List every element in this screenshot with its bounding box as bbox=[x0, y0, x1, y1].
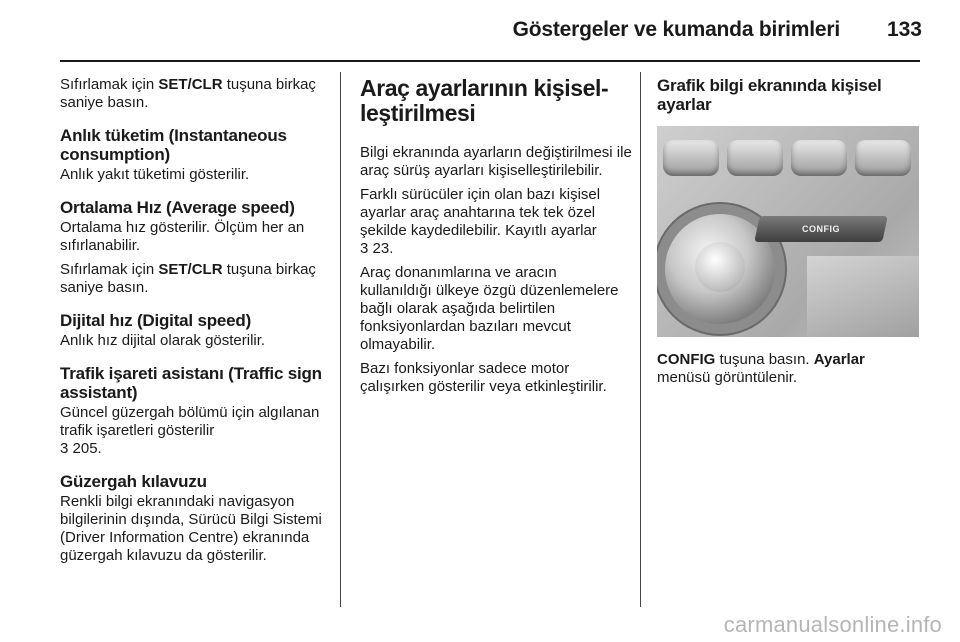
digital-speed-heading: Dijital hız (Digital speed) bbox=[60, 311, 252, 330]
rotary-knob-center bbox=[695, 242, 745, 292]
traffic-sign-text bbox=[60, 404, 330, 458]
column-2 bbox=[360, 76, 632, 402]
personalization-p2-body: Farklı sürücüler için olan bazı kişisel ayarlar araç anahtarına tek tek özel şekilde kaydedilebilir. Kayıtlı ayarlar bbox=[360, 186, 601, 239]
set-clr-key: SET/CLR bbox=[158, 261, 223, 278]
reset-instruction bbox=[60, 76, 330, 112]
graphic-display-heading: Grafik bilgi ekranında kişisel ayarlar bbox=[657, 76, 882, 114]
page-number: 133 bbox=[886, 18, 922, 41]
instruction-mid: tuşuna basın. bbox=[715, 351, 814, 368]
average-speed-reset bbox=[60, 261, 330, 297]
column-divider-right bbox=[640, 72, 641, 607]
route-guidance-text: Renkli bilgi ekranındaki navigasyon bilgilerinin dışında, Sürücü Bilgi Sistemi (Driver Information Centre) ekranında güzergah kılavuzu da gösterilir. bbox=[60, 493, 322, 564]
config-button-photo bbox=[657, 126, 919, 337]
personalization-p3: Araç donanımlarına ve aracın kullanıldığı ülkeye özgü düzenlemelere bağlı olarak aşağıda belirtilen fonksiyonlardan bazıları mevcut olmayabilir. bbox=[360, 264, 619, 353]
settings-menu-name: Ayarlar bbox=[813, 351, 865, 368]
instant-consumption-text: Anlık yakıt tüketimi gösterilir. bbox=[60, 166, 250, 183]
digital-speed-text: Anlık hız dijital olarak gösterilir. bbox=[60, 332, 266, 349]
reset-prefix: Sıfırlamak için bbox=[60, 76, 159, 93]
instruction-suffix: menüsü görüntülenir. bbox=[657, 369, 798, 386]
traffic-sign-body: Güncel güzergah bölümü için algılanan trafik işaretleri gösterilir bbox=[60, 404, 320, 439]
reset-prefix: Sıfırlamak için bbox=[60, 261, 159, 278]
personalization-p1: Bilgi ekranında ayarların değiştirilmesi ile araç sürüş ayarları kişiselleştirilebilir. bbox=[360, 144, 632, 179]
reset-suffix: tuşuna birkaç saniye basın. bbox=[60, 261, 316, 296]
header-rule bbox=[60, 60, 920, 62]
column-divider-left bbox=[340, 72, 341, 607]
page-reference: 3 205. bbox=[60, 440, 102, 457]
average-speed-text: Ortalama hız gösterilir. Ölçüm her an sıfırlanabilir. bbox=[60, 219, 305, 254]
page-reference: 3 23. bbox=[360, 240, 394, 257]
reset-suffix: tuşuna birkaç saniye basın. bbox=[60, 76, 316, 111]
column-1 bbox=[60, 76, 330, 571]
panel-button bbox=[663, 140, 719, 176]
personalization-heading: Araç ayarlarının kişisel-leştirilmesi bbox=[360, 75, 609, 126]
panel-button bbox=[855, 140, 911, 176]
watermark: carmanualsonline.info bbox=[723, 612, 942, 637]
control-panel-buttons bbox=[657, 126, 919, 186]
average-speed-heading: Ortalama Hız (Average speed) bbox=[60, 198, 295, 217]
config-key: CONFIG bbox=[657, 351, 716, 368]
panel-button bbox=[791, 140, 847, 176]
route-guidance-heading: Güzergah kılavuzu bbox=[60, 472, 207, 491]
instant-consumption-heading: Anlık tüketim (Instantaneous consumption) bbox=[60, 126, 287, 164]
config-button-label: CONFIG bbox=[802, 224, 840, 234]
set-clr-key: SET/CLR bbox=[158, 76, 223, 93]
personalization-p4: Bazı fonksiyonlar sadece motor çalışırken gösterilir veya etkinleştirilir. bbox=[360, 360, 607, 395]
config-button bbox=[754, 216, 888, 242]
personalization-p2 bbox=[360, 186, 632, 258]
page-header-title: Göstergeler ve kumanda birimleri bbox=[512, 18, 840, 41]
config-instruction bbox=[657, 351, 922, 387]
column-3 bbox=[657, 76, 922, 393]
panel-surface bbox=[807, 256, 919, 337]
traffic-sign-heading: Trafik işareti asistanı (Traffic sign assistant) bbox=[60, 364, 322, 402]
panel-button bbox=[727, 140, 783, 176]
